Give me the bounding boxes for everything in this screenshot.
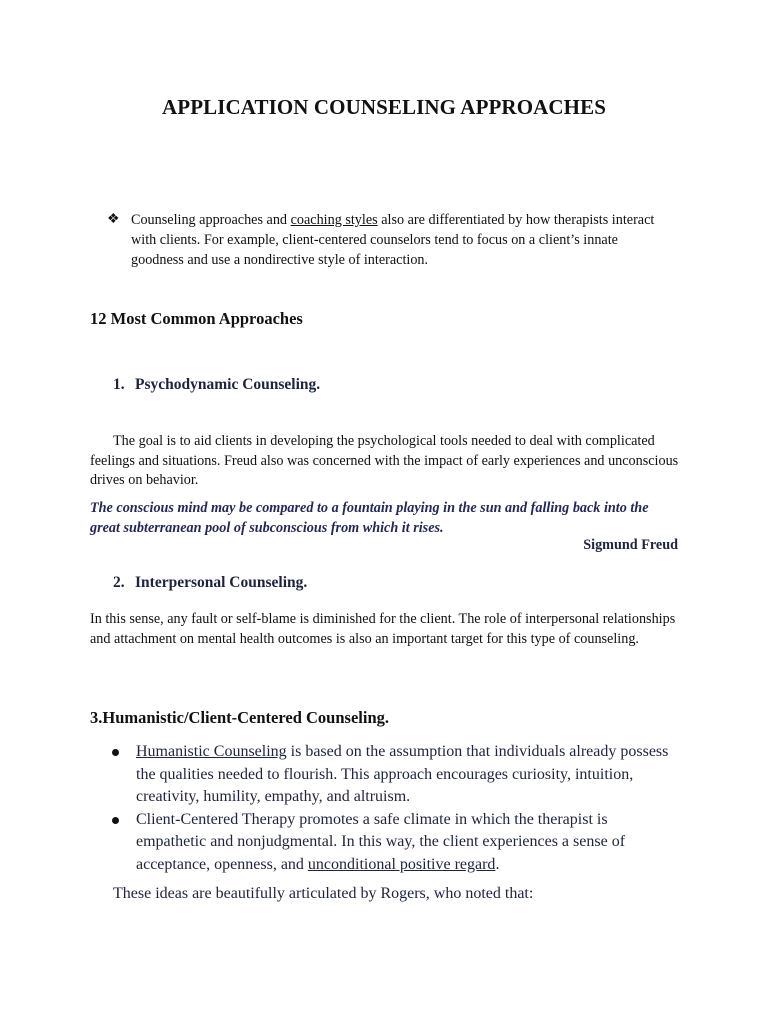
bullet-dot-icon bbox=[112, 817, 119, 824]
closing-sentence: These ideas are beautifully articulated by Rogers, who noted that: bbox=[113, 885, 534, 902]
intro-bullet bbox=[107, 210, 667, 270]
approach-1-heading: 1. Psychodynamic Counseling. bbox=[113, 376, 321, 393]
section-heading: 12 Most Common Approaches bbox=[90, 309, 303, 328]
unconditional-positive-regard-link[interactable]: unconditional positive regard bbox=[307, 855, 496, 873]
approach-2-body: In this sense, any fault or self-blame is diminished for the client. The role of interpersonal relationships and attachment on mental health outcomes is also an important target for this type of counseling. bbox=[90, 611, 676, 647]
quote-author: Sigmund Freud bbox=[583, 537, 678, 553]
approach-3-bullet-list bbox=[112, 741, 672, 876]
list-item: Client-Centered Therapy promotes a safe climate in which the therapist is empathetic and nonjudgmental. In this way, the client experiences a sense of acceptance, openness, and unconditional positive regard. bbox=[112, 809, 672, 877]
humanistic-counseling-link[interactable]: Humanistic Counseling bbox=[136, 743, 287, 760]
diamond-bullet-icon: ❖ bbox=[107, 212, 120, 227]
bullet-dot-icon bbox=[112, 749, 119, 756]
approach-2-number: 2. bbox=[113, 574, 125, 591]
freud-quote: The conscious mind may be compared to a fountain playing in the sun and falling back into the great subterranean pool of subconscious from which it rises. bbox=[90, 500, 649, 536]
approach-3-heading: 3.Humanistic/Client-Centered Counseling. bbox=[90, 708, 389, 727]
approach-1-number: 1. bbox=[113, 376, 125, 393]
intro-text: Counseling approaches and coaching styles also are differentiated by how therapists interact with clients. For example, client-centered counselors tend to focus on a client’s innate goodness and use a nondirective style of interaction. bbox=[131, 212, 655, 268]
coaching-styles-link[interactable]: coaching styles bbox=[290, 212, 378, 228]
list-item: Humanistic Counseling is based on the assumption that individuals already possess the qualities needed to flourish. This approach encourages curiosity, intuition, creativity, humility, empathy, and altruism. bbox=[112, 741, 672, 809]
page-title: APPLICATION COUNSELING APPROACHES bbox=[162, 95, 606, 119]
approach-2-heading: 2. Interpersonal Counseling. bbox=[113, 574, 308, 591]
approach-1-body: The goal is to aid clients in developing the psychological tools needed to deal with complicated feelings and situations. Freud also was concerned with the impact of early experiences and unconscious drives on behavior. bbox=[90, 433, 679, 488]
